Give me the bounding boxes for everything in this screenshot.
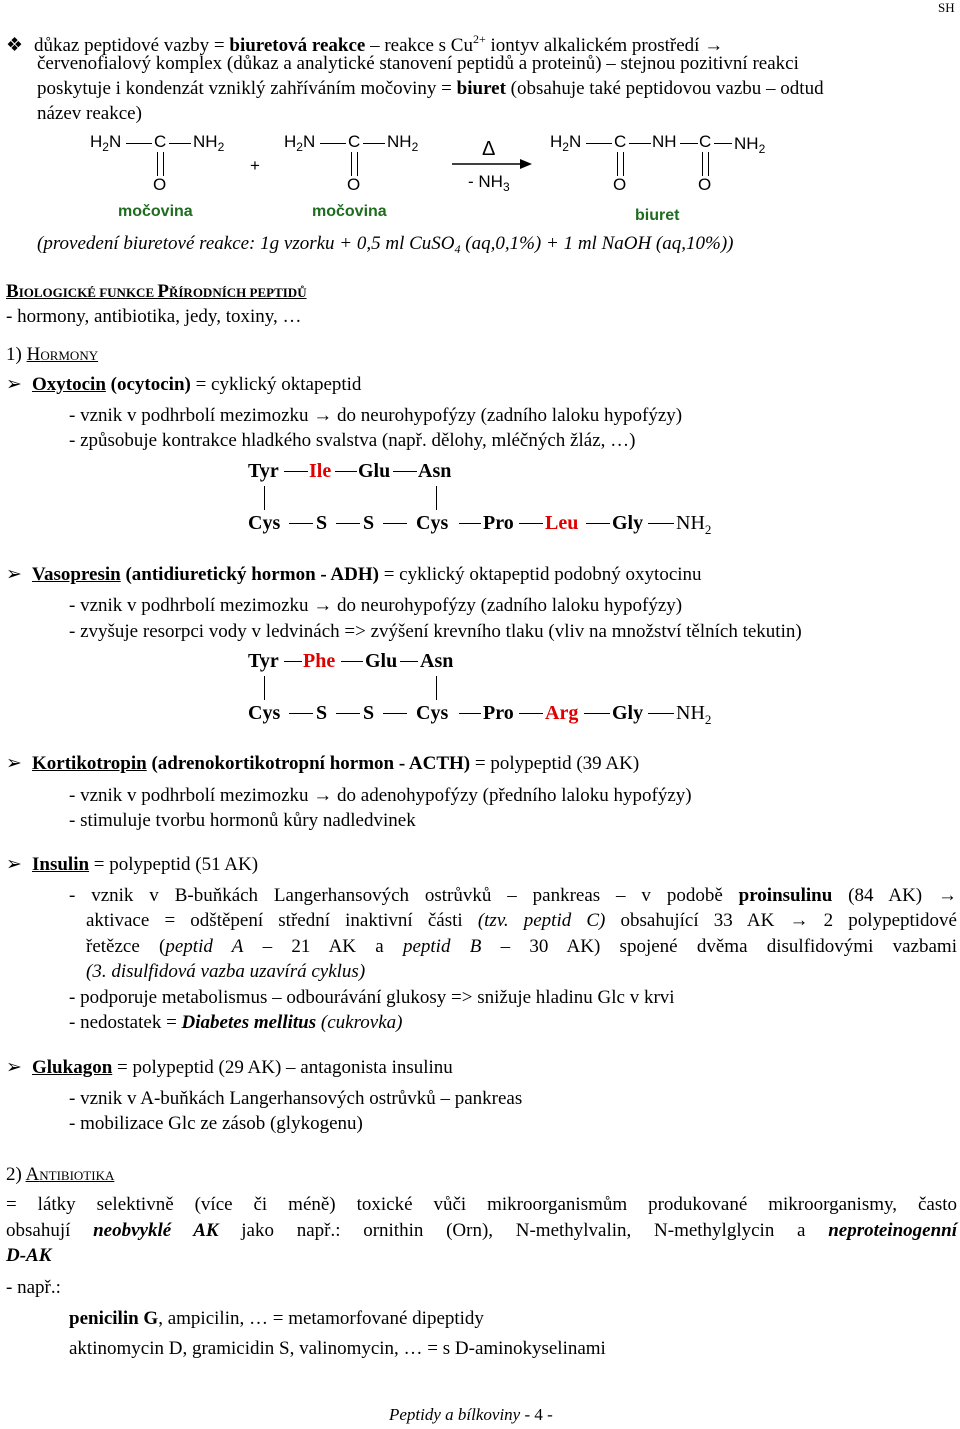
- urea1-c: C: [154, 132, 167, 151]
- antibiotika-line-3: D-AK: [6, 1245, 52, 1266]
- section-heading-antibiotika: 2) ANTIBIOTIKA: [6, 1164, 115, 1185]
- corner-mark: SH: [938, 0, 955, 15]
- oxytocin-heading: ➢ Oxytocin (ocytocin) = cyklický oktapeptid: [6, 374, 362, 395]
- arrow-bullet-icon: ➢: [6, 1057, 22, 1078]
- oxy-asn: Asn: [418, 460, 452, 482]
- oxy-cys1: Cys: [248, 512, 281, 534]
- insulin-line-3: řetězce (peptid A – 21 AK a peptid B – 30 AK) spojené dvěma disulfidovými vazbami: [86, 936, 957, 957]
- acth-line-1: - vznik v podhrbolí mezimozku → do adenohypofýzy (předního laloku hypofýzy): [69, 785, 692, 806]
- biuret-h2n: $H_2N$: [550, 132, 582, 154]
- oxy-cys2: Cys: [416, 512, 449, 534]
- vaso-s1: S: [316, 702, 328, 724]
- section-heading-bio-functions: BIOLOGICKÉ FUNKCE PŘÍRODNÍCH PEPTIDŮ: [6, 281, 307, 302]
- insulin-line-2: aktivace = odštěpení střední inaktivní části (tzv. peptid C) obsahující 33 AK → 2 polypeptidové: [86, 910, 957, 931]
- urea1-o: O: [153, 175, 167, 194]
- biuret-label: biuret: [635, 207, 680, 224]
- delta-symbol: Δ: [482, 138, 496, 160]
- minus-nh3: - $NH_3$: [468, 172, 510, 194]
- vaso-gly: Gly: [612, 702, 644, 724]
- biuret-line-2: červenofialový komplex (důkaz a analytické stanovení peptidů a proteinů) – stejnou pozitivní reakci: [37, 53, 799, 74]
- urea2-h2n: $H_2N$: [284, 132, 316, 154]
- vaso-arg: Arg: [545, 702, 579, 724]
- oxy-ile: Ile: [309, 460, 332, 482]
- biuret-o2: O: [698, 175, 712, 194]
- diamond-bullet-icon: ❖: [6, 35, 24, 56]
- glukagon-line-2: - mobilizace Glc ze zásob (glykogenu): [69, 1113, 363, 1134]
- vaso-glu: Glu: [365, 650, 398, 672]
- reaction-arrow-icon: [452, 158, 532, 170]
- vaso-cys2: Cys: [416, 702, 449, 724]
- bio-functions-list: - hormony, antibiotika, jedy, toxiny, …: [6, 306, 302, 327]
- biuret-procedure: (provedení biuretové reakce: 1g vzorku + 0,5 ml CuSO$_4$ (aq,0,1%) + 1 ml NaOH (aq,10%)): [37, 233, 734, 256]
- arrow-bullet-icon: ➢: [6, 374, 22, 395]
- biuret-line-3: poskytuje i kondenzát vzniklý zahříváním močoviny = biuret (obsahuje také peptidovou vazbu – odtud: [37, 78, 824, 99]
- arrow-bullet-icon: ➢: [6, 854, 22, 875]
- vaso-asn: Asn: [420, 650, 454, 672]
- vaso-nh2: $NH_2$: [676, 702, 712, 727]
- antibiotika-line-6: aktinomycin D, gramicidin S, valinomycin, … = s D-aminokyselinami: [69, 1338, 606, 1359]
- urea1-h2n: $H_2N$: [90, 132, 122, 154]
- insulin-heading: ➢ Insulin = polypeptid (51 AK): [6, 854, 259, 875]
- vasopresin-heading: ➢ Vasopresin (antidiuretický hormon - ADH) = cyklický oktapeptid podobný oxytocinu: [6, 564, 702, 585]
- urea1-nh2: $NH_2$: [193, 132, 225, 154]
- acth-line-2: - stimuluje tvorbu hormonů kůry nadledvinek: [69, 810, 416, 831]
- glukagon-line-1: - vznik v A-buňkách Langerhansových ostrůvků – pankreas: [69, 1088, 523, 1109]
- urea1-label: močovina: [118, 203, 193, 220]
- vasopresin-line-2: - zvyšuje resorpci vody v ledvinách => zvýšení krevního tlaku (vliv na množství tělních tekutin): [69, 621, 802, 642]
- insulin-line-1: - vznik v B-buňkách Langerhansových ostrůvků – pankreas – v podobě proinsulinu (84 AK) →: [69, 885, 957, 906]
- vaso-tyr: Tyr: [248, 650, 279, 672]
- insulin-line-4: (3. disulfidová vazba uzavírá cyklus): [86, 961, 366, 982]
- page-footer: Peptidy a bílkoviny - 4 -: [389, 1405, 553, 1424]
- biuret-nh2: $NH_2$: [734, 134, 766, 156]
- oxy-nh2: $NH_2$: [676, 512, 712, 537]
- antibiotika-line-5: penicilin G, ampicilin, … = metamorfované dipeptidy: [69, 1308, 484, 1329]
- biuret-nh: NH: [652, 132, 677, 151]
- oxy-gly: Gly: [612, 512, 644, 534]
- insulin-line-6: - nedostatek = Diabetes mellitus (cukrovka): [69, 1012, 403, 1033]
- plus-sign: +: [250, 156, 260, 175]
- urea2-label: močovina: [312, 203, 387, 220]
- oxytocin-line-2: - způsobuje kontrakce hladkého svalstva (např. dělohy, mléčných žláz, …): [69, 430, 636, 451]
- oxy-s2: S: [363, 512, 375, 534]
- oxytocin-line-1: - vznik v podhrbolí mezimozku → do neurohypofýzy (zadního laloku hypofýzy): [69, 405, 683, 426]
- oxy-glu: Glu: [358, 460, 391, 482]
- vasopresin-line-1: - vznik v podhrbolí mezimozku → do neurohypofýzy (zadního laloku hypofýzy): [69, 595, 683, 616]
- oxy-leu: Leu: [545, 512, 579, 534]
- section-heading-hormony: 1) HORMONY: [6, 344, 99, 365]
- oxy-tyr: Tyr: [248, 460, 279, 482]
- antibiotika-line-4: - např.:: [6, 1277, 61, 1298]
- biuret-c1: C: [614, 132, 627, 151]
- biuret-line-1: ❖ důkaz peptidové vazby = biuretová reakce – reakce s $Cu^{2+}$ iontyv alkalickém prostředí →: [6, 32, 724, 56]
- vaso-phe: Phe: [303, 650, 336, 672]
- vaso-cys1: Cys: [248, 702, 281, 724]
- antibiotika-line-1: = látky selektivně (více či méně) toxické vůči mikroorganismům produkované mikroorganismy, často: [6, 1194, 957, 1215]
- urea2-nh2: $NH_2$: [387, 132, 419, 154]
- oxy-pro: Pro: [483, 512, 514, 534]
- glukagon-heading: ➢ Glukagon = polypeptid (29 AK) – antagonista insulinu: [6, 1057, 453, 1078]
- acth-heading: ➢ Kortikotropin (adrenokortikotropní hormon - ACTH) = polypeptid (39 AK): [6, 753, 640, 774]
- arrow-bullet-icon: ➢: [6, 753, 22, 774]
- biuret-c2: C: [699, 132, 712, 151]
- vaso-s2: S: [363, 702, 375, 724]
- biuret-line-4: název reakce): [37, 103, 142, 124]
- urea2-o: O: [347, 175, 361, 194]
- arrow-bullet-icon: ➢: [6, 564, 22, 585]
- vaso-pro: Pro: [483, 702, 514, 724]
- insulin-line-5: - podporuje metabolismus – odbourávání glukosy => snižuje hladinu Glc v krvi: [69, 987, 675, 1008]
- antibiotika-line-2: obsahují neobvyklé AK jako např.: ornithin (Orn), N-methylvalin, N-methylglycin a neproteinogenní: [6, 1220, 958, 1241]
- urea2-c: C: [348, 132, 361, 151]
- biuret-o1: O: [613, 175, 627, 194]
- oxy-s1: S: [316, 512, 328, 534]
